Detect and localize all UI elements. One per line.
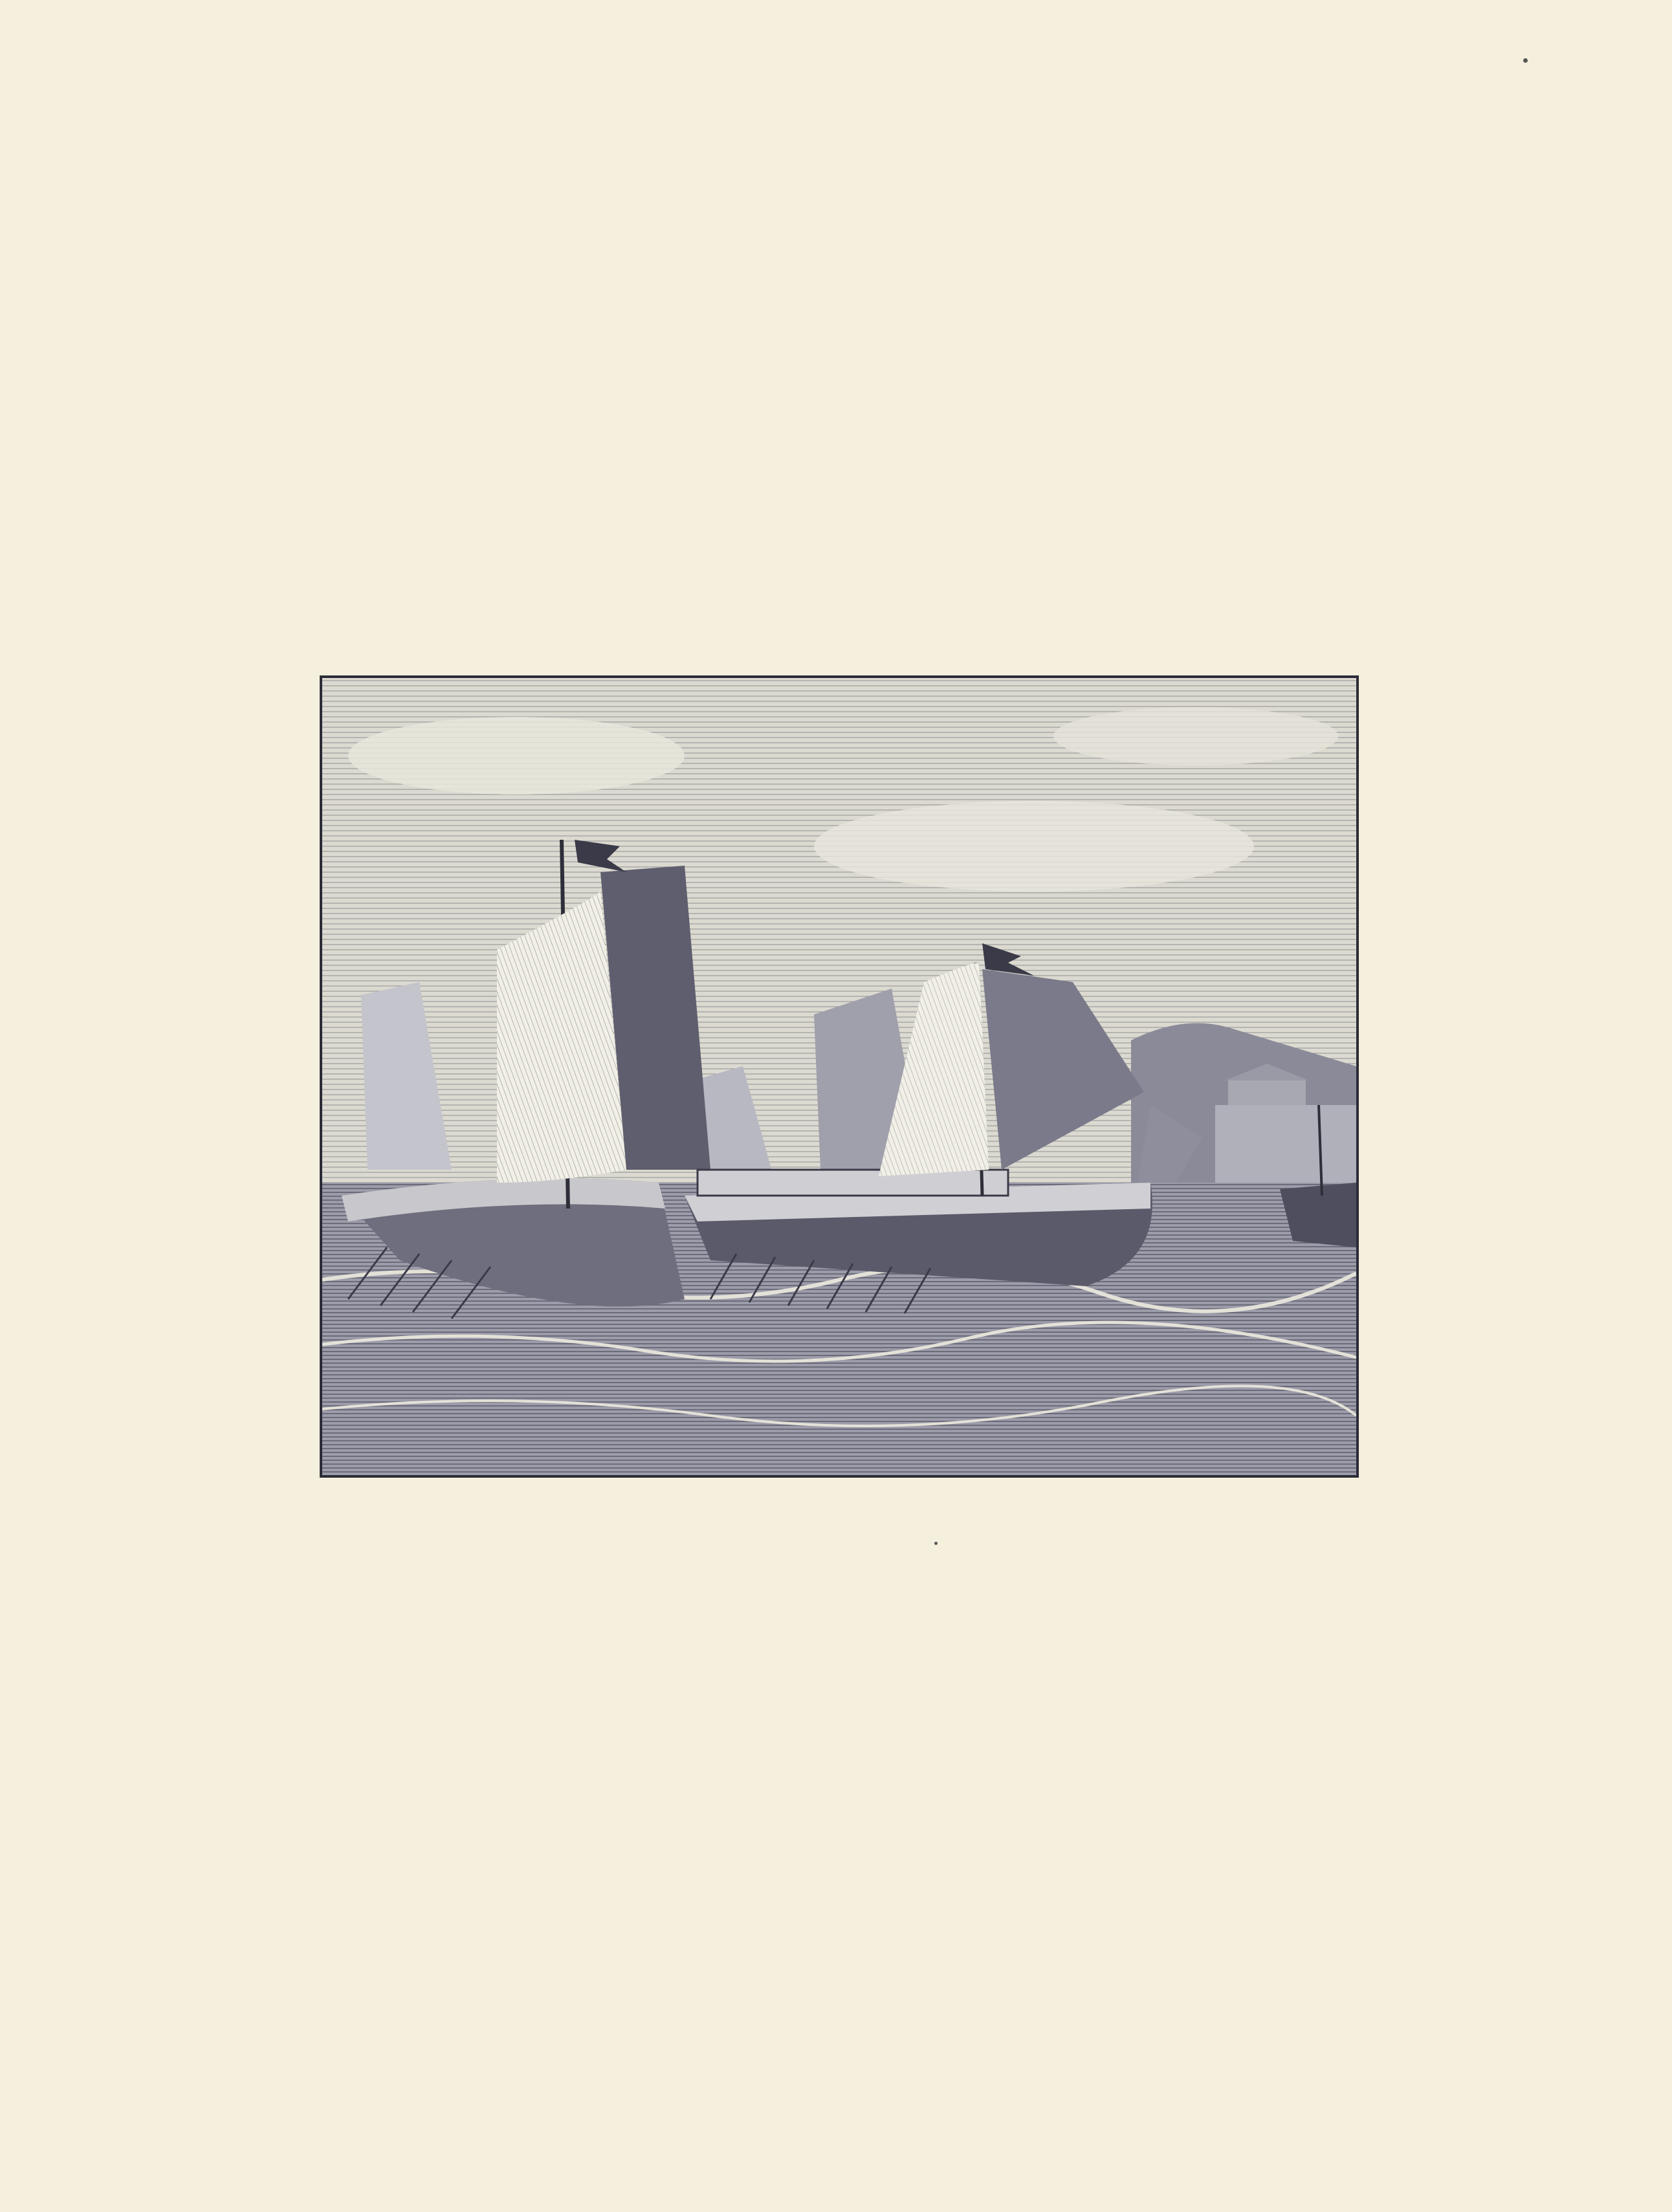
- speck: [1523, 58, 1528, 63]
- engraving-roman-war-vessels: [322, 678, 1356, 1475]
- figure-caption: [688, 1500, 700, 1522]
- speck: [934, 1542, 938, 1545]
- figure-illustration: [320, 675, 1359, 1478]
- running-head: [182, 96, 1334, 135]
